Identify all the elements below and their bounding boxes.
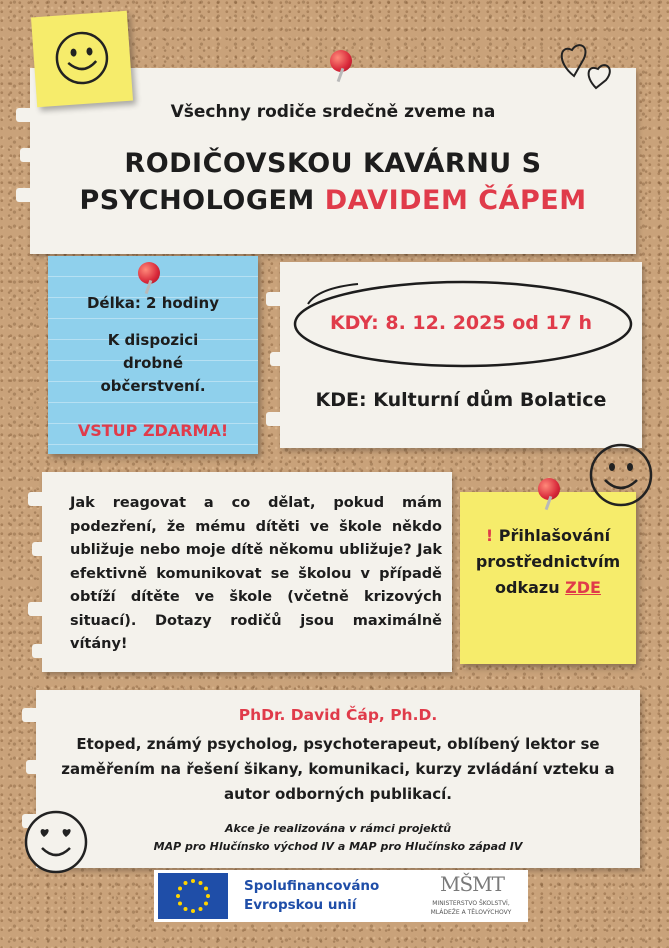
registration-prefix: odkazu (495, 578, 560, 597)
registration-line1-text: Přihlašování (498, 526, 611, 545)
eu-logo (154, 870, 398, 922)
event-when: KDY: 8. 12. 2025 od 17 h (329, 312, 593, 334)
event-details-paper (280, 262, 642, 448)
project-line2: MAP pro Hlučínsko východ IV a MAP pro Hlučínsko západ IV (153, 840, 523, 853)
speaker-paper (36, 690, 640, 868)
speaker-name: PhDr. David Čáp, Ph.D. (238, 706, 438, 724)
registration-sticky-note (460, 492, 636, 664)
smiley-sticky-note (31, 11, 133, 107)
msmt-line2: MLÁDEŽE A TĚLOVÝCHOVY (430, 909, 512, 916)
registration-line1 (460, 526, 636, 545)
event-where: KDE: Kulturní dům Bolatice (315, 389, 607, 411)
project-line1: Akce je realizována v rámci projektů (224, 822, 452, 835)
refreshments-line1: K dispozici (107, 331, 199, 349)
refreshments-line2: drobné (122, 354, 184, 372)
eu-text-line2: Evropskou unií (244, 897, 357, 913)
heart-eyes-smiley-icon (20, 806, 92, 878)
invitation-intro: Všechny rodiče srdečně zveme na (170, 102, 496, 122)
event-title-red: DAVIDEM ČÁPEM (324, 185, 587, 216)
refreshments-line3: občerstvení. (100, 377, 206, 395)
pushpin-icon (138, 262, 160, 284)
registration-line3 (460, 578, 636, 597)
hearts-icon (552, 36, 622, 96)
eu-flag-icon (158, 873, 228, 919)
description-text: Jak reagovat a co dělat, pokud mám podezření, že mému dítěti ve škole někdo ubližuje nebo moje dítě někomu ubližuje? Jak efektivně komunikovat se školou v případě obtíží dítěte ve škole (včetně krizových situací). Dotazy rodičů jsou maximálně vítány! (70, 495, 442, 652)
event-title-line1: RODIČOVSKOU KAVÁRNU S (124, 148, 542, 179)
msmt-mark: MŠMT (440, 872, 504, 896)
speaker-bio: Etoped, známý psycholog, psychoterapeut, oblíbený lektor se zaměřením na řešení šikany, komunikaci, kurzy zvládání vzteku a autor odborných publikací. (61, 735, 615, 803)
pushpin-icon (330, 50, 352, 72)
duration-text: Délka: 2 hodiny (86, 294, 220, 312)
eu-text-line1: Spolufinancováno (244, 878, 380, 894)
msmt-logo (414, 870, 528, 922)
event-title-line2 (30, 185, 636, 216)
registration-link[interactable]: ZDE (565, 578, 601, 597)
pushpin-icon (538, 478, 560, 500)
info-sticky-note (48, 256, 258, 454)
msmt-line1: MINISTERSTVO ŠKOLSTVÍ, (432, 900, 510, 907)
logo-strip (154, 870, 528, 922)
event-title-black: PSYCHOLOGEM (79, 185, 315, 216)
exclamation-mark: ! (485, 526, 494, 545)
free-entry-text: VSTUP ZDARMA! (77, 421, 229, 440)
description-paper (42, 472, 452, 672)
registration-line2: prostřednictvím (475, 552, 621, 571)
smiley-icon (586, 440, 656, 510)
smiley-icon (50, 26, 114, 90)
